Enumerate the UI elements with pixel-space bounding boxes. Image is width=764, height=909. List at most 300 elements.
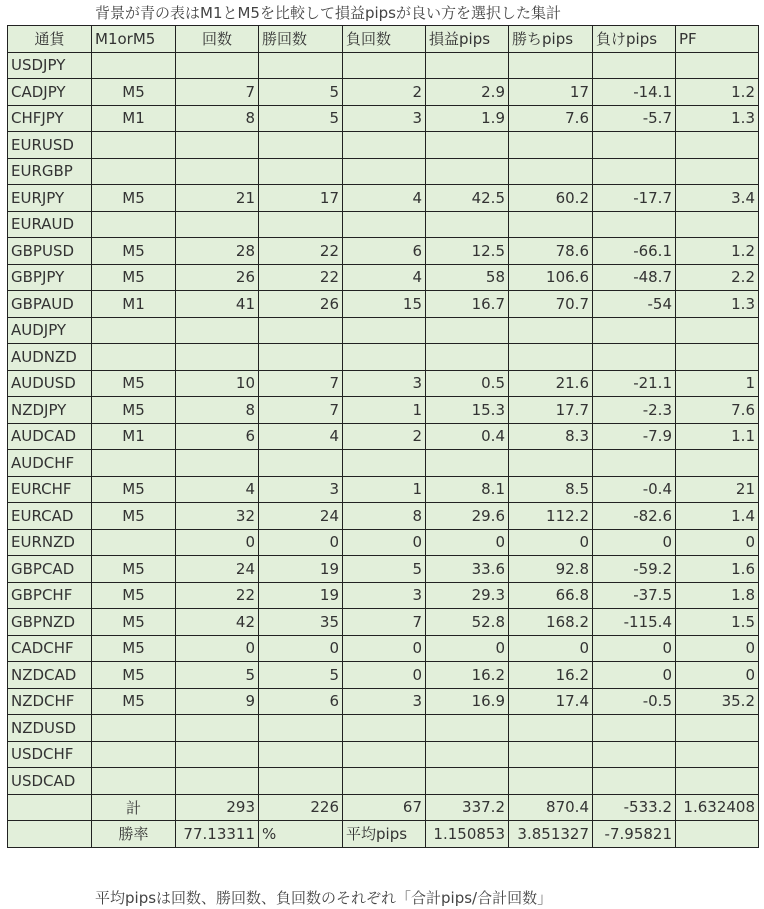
cell-timeframe [92, 132, 176, 159]
cell-currency: USDCHF [8, 741, 92, 768]
cell-losses: 6 [343, 238, 426, 265]
cell-trades: 4 [176, 476, 259, 503]
cell-loss-pips [593, 450, 676, 477]
cell-loss-pips: -21.1 [593, 370, 676, 397]
cell-loss-pips: -54 [593, 291, 676, 318]
cell-wins: 24 [259, 503, 343, 530]
cell-losses [343, 768, 426, 795]
cell-net-pips: 52.8 [426, 609, 509, 636]
cell-wins: 19 [259, 556, 343, 583]
footnote: 平均pipsは回数、勝回数、負回数のそれぞれ「合計pips/合計回数」 [95, 889, 553, 907]
cell-wins: 0 [259, 635, 343, 662]
table-row [8, 105, 759, 132]
cell-pf: 1.3 [676, 105, 759, 132]
cell-net-pips [426, 317, 509, 344]
winrate-cell-net-pips: 1.150853 [426, 821, 509, 848]
cell-wins: 19 [259, 582, 343, 609]
cell-trades: 6 [176, 423, 259, 450]
total-row [8, 794, 759, 821]
cell-timeframe: M5 [92, 397, 176, 424]
cell-net-pips [426, 211, 509, 238]
table-row [8, 185, 759, 212]
table-row [8, 317, 759, 344]
cell-losses [343, 741, 426, 768]
cell-losses [343, 715, 426, 742]
cell-timeframe: M5 [92, 556, 176, 583]
table-row [8, 370, 759, 397]
cell-win-pips: 70.7 [509, 291, 593, 318]
cell-timeframe: M5 [92, 370, 176, 397]
cell-pf [676, 768, 759, 795]
cell-currency: CADCHF [8, 635, 92, 662]
cell-win-pips: 106.6 [509, 264, 593, 291]
cell-pf: 0 [676, 662, 759, 689]
cell-currency: GBPUSD [8, 238, 92, 265]
header-pf: PF [676, 26, 759, 53]
cell-trades: 26 [176, 264, 259, 291]
cell-wins [259, 317, 343, 344]
pips-summary-table [7, 25, 759, 848]
cell-timeframe: M5 [92, 185, 176, 212]
cell-timeframe [92, 741, 176, 768]
cell-wins: 7 [259, 397, 343, 424]
table-row [8, 450, 759, 477]
winrate-cell-trades: 77.13311 [176, 821, 259, 848]
cell-net-pips: 2.9 [426, 79, 509, 106]
cell-trades: 22 [176, 582, 259, 609]
cell-loss-pips [593, 132, 676, 159]
table-row [8, 158, 759, 185]
cell-loss-pips: -0.5 [593, 688, 676, 715]
cell-pf: 0 [676, 635, 759, 662]
cell-net-pips: 8.1 [426, 476, 509, 503]
cell-net-pips [426, 741, 509, 768]
winrate-cell-loss-pips: -7.95821 [593, 821, 676, 848]
table-row [8, 741, 759, 768]
cell-currency: GBPNZD [8, 609, 92, 636]
cell-pf: 35.2 [676, 688, 759, 715]
cell-win-pips [509, 52, 593, 79]
cell-currency: AUDCHF [8, 450, 92, 477]
cell-wins: 7 [259, 370, 343, 397]
cell-wins: 6 [259, 688, 343, 715]
cell-currency: AUDUSD [8, 370, 92, 397]
cell-wins: 5 [259, 105, 343, 132]
table-row [8, 556, 759, 583]
cell-win-pips [509, 132, 593, 159]
cell-losses [343, 344, 426, 371]
cell-win-pips: 17 [509, 79, 593, 106]
table-row [8, 476, 759, 503]
cell-trades [176, 132, 259, 159]
cell-loss-pips: -2.3 [593, 397, 676, 424]
cell-win-pips: 60.2 [509, 185, 593, 212]
cell-pf [676, 52, 759, 79]
cell-currency: GBPCHF [8, 582, 92, 609]
cell-wins [259, 768, 343, 795]
cell-losses [343, 211, 426, 238]
cell-losses: 0 [343, 635, 426, 662]
cell-currency: AUDJPY [8, 317, 92, 344]
cell-loss-pips: -17.7 [593, 185, 676, 212]
cell-net-pips: 15.3 [426, 397, 509, 424]
cell-pf: 1.8 [676, 582, 759, 609]
cell-wins: 35 [259, 609, 343, 636]
cell-losses [343, 158, 426, 185]
cell-net-pips [426, 52, 509, 79]
cell-loss-pips: -82.6 [593, 503, 676, 530]
cell-win-pips [509, 768, 593, 795]
header-loss-pips: 負けpips [593, 26, 676, 53]
cell-losses: 2 [343, 79, 426, 106]
cell-trades [176, 450, 259, 477]
cell-net-pips: 16.7 [426, 291, 509, 318]
cell-timeframe: M5 [92, 582, 176, 609]
cell-net-pips: 0 [426, 529, 509, 556]
cell-net-pips: 0.4 [426, 423, 509, 450]
cell-losses: 3 [343, 688, 426, 715]
cell-losses: 15 [343, 291, 426, 318]
cell-win-pips [509, 344, 593, 371]
cell-currency: GBPAUD [8, 291, 92, 318]
cell-trades: 8 [176, 105, 259, 132]
cell-currency: NZDCAD [8, 662, 92, 689]
cell-pf [676, 317, 759, 344]
cell-win-pips: 78.6 [509, 238, 593, 265]
cell-loss-pips: 0 [593, 635, 676, 662]
cell-loss-pips: -66.1 [593, 238, 676, 265]
table-row [8, 768, 759, 795]
cell-pf [676, 715, 759, 742]
cell-wins: 5 [259, 662, 343, 689]
total-cell-losses: 67 [343, 794, 426, 821]
cell-timeframe [92, 529, 176, 556]
cell-trades: 8 [176, 397, 259, 424]
cell-losses [343, 132, 426, 159]
cell-trades: 0 [176, 529, 259, 556]
cell-currency: EURGBP [8, 158, 92, 185]
cell-loss-pips: 0 [593, 529, 676, 556]
cell-win-pips: 0 [509, 635, 593, 662]
winrate-row [8, 821, 759, 848]
cell-trades: 32 [176, 503, 259, 530]
total-cell-loss-pips: -533.2 [593, 794, 676, 821]
total-cell-win-pips: 870.4 [509, 794, 593, 821]
cell-net-pips [426, 132, 509, 159]
cell-net-pips: 58 [426, 264, 509, 291]
cell-currency: USDCAD [8, 768, 92, 795]
table-row [8, 132, 759, 159]
cell-timeframe: M5 [92, 609, 176, 636]
cell-trades: 9 [176, 688, 259, 715]
cell-wins [259, 741, 343, 768]
cell-wins: 0 [259, 529, 343, 556]
cell-currency: AUDCAD [8, 423, 92, 450]
table-row [8, 635, 759, 662]
cell-losses: 4 [343, 264, 426, 291]
table-caption: 背景が青の表はM1とM5を比較して損益pipsが良い方を選択した集計 [95, 4, 561, 22]
table-row [8, 291, 759, 318]
cell-net-pips: 0.5 [426, 370, 509, 397]
table-row [8, 503, 759, 530]
cell-loss-pips: -37.5 [593, 582, 676, 609]
header-timeframe: M1orM5 [92, 26, 176, 53]
cell-losses: 1 [343, 476, 426, 503]
table-row [8, 662, 759, 689]
cell-timeframe: M1 [92, 423, 176, 450]
cell-trades [176, 715, 259, 742]
cell-net-pips [426, 158, 509, 185]
cell-pf: 1.3 [676, 291, 759, 318]
cell-currency: USDJPY [8, 52, 92, 79]
cell-wins [259, 158, 343, 185]
table-row [8, 52, 759, 79]
cell-currency: NZDCHF [8, 688, 92, 715]
header-currency: 通貨 [8, 26, 92, 53]
cell-win-pips: 0 [509, 529, 593, 556]
cell-trades: 41 [176, 291, 259, 318]
total-cell-wins: 226 [259, 794, 343, 821]
cell-trades: 10 [176, 370, 259, 397]
cell-trades [176, 741, 259, 768]
cell-loss-pips: -59.2 [593, 556, 676, 583]
cell-losses: 3 [343, 105, 426, 132]
cell-wins: 26 [259, 291, 343, 318]
cell-trades: 0 [176, 635, 259, 662]
table-row [8, 211, 759, 238]
cell-pf [676, 158, 759, 185]
header-losses: 負回数 [343, 26, 426, 53]
cell-losses [343, 450, 426, 477]
cell-timeframe [92, 344, 176, 371]
cell-wins: 22 [259, 238, 343, 265]
cell-currency: EURCHF [8, 476, 92, 503]
cell-pf [676, 344, 759, 371]
winrate-cell-wins: % [259, 821, 343, 848]
cell-pf: 1.1 [676, 423, 759, 450]
cell-timeframe: M1 [92, 291, 176, 318]
cell-loss-pips [593, 768, 676, 795]
cell-pf: 21 [676, 476, 759, 503]
table-row [8, 609, 759, 636]
cell-pf: 0 [676, 529, 759, 556]
header-wins: 勝回数 [259, 26, 343, 53]
cell-pf: 1 [676, 370, 759, 397]
cell-timeframe [92, 158, 176, 185]
cell-pf: 1.4 [676, 503, 759, 530]
cell-pf [676, 132, 759, 159]
table-row [8, 423, 759, 450]
table-row [8, 397, 759, 424]
winrate-cell-win-pips: 3.851327 [509, 821, 593, 848]
cell-currency: GBPJPY [8, 264, 92, 291]
cell-net-pips [426, 450, 509, 477]
cell-pf [676, 741, 759, 768]
cell-pf: 1.2 [676, 238, 759, 265]
cell-loss-pips [593, 715, 676, 742]
table-row [8, 344, 759, 371]
cell-timeframe: M5 [92, 688, 176, 715]
cell-pf: 1.2 [676, 79, 759, 106]
cell-win-pips [509, 450, 593, 477]
cell-loss-pips [593, 52, 676, 79]
cell-losses: 3 [343, 370, 426, 397]
cell-net-pips: 12.5 [426, 238, 509, 265]
cell-trades: 7 [176, 79, 259, 106]
cell-loss-pips: 0 [593, 662, 676, 689]
cell-losses: 0 [343, 529, 426, 556]
cell-trades: 5 [176, 662, 259, 689]
cell-trades: 21 [176, 185, 259, 212]
cell-currency: EURCAD [8, 503, 92, 530]
cell-trades [176, 52, 259, 79]
table-row [8, 529, 759, 556]
total-cell-trades: 293 [176, 794, 259, 821]
table-row [8, 264, 759, 291]
cell-wins: 17 [259, 185, 343, 212]
cell-pf: 1.5 [676, 609, 759, 636]
cell-loss-pips: -0.4 [593, 476, 676, 503]
cell-currency: NZDJPY [8, 397, 92, 424]
cell-currency: EURUSD [8, 132, 92, 159]
header-row [8, 26, 759, 53]
cell-timeframe [92, 211, 176, 238]
cell-losses [343, 52, 426, 79]
cell-pf: 1.6 [676, 556, 759, 583]
cell-currency: EURAUD [8, 211, 92, 238]
cell-timeframe [92, 450, 176, 477]
cell-net-pips: 29.3 [426, 582, 509, 609]
cell-timeframe: M5 [92, 238, 176, 265]
cell-timeframe [92, 317, 176, 344]
winrate-cell-pf [676, 821, 759, 848]
cell-win-pips: 66.8 [509, 582, 593, 609]
cell-trades [176, 317, 259, 344]
cell-win-pips: 8.3 [509, 423, 593, 450]
cell-pf [676, 211, 759, 238]
cell-timeframe: M5 [92, 635, 176, 662]
cell-currency: EURNZD [8, 529, 92, 556]
cell-win-pips: 112.2 [509, 503, 593, 530]
total-cell-timeframe: 計 [92, 794, 176, 821]
header-trades: 回数 [176, 26, 259, 53]
cell-wins [259, 52, 343, 79]
cell-loss-pips: -115.4 [593, 609, 676, 636]
cell-net-pips: 33.6 [426, 556, 509, 583]
cell-losses: 1 [343, 397, 426, 424]
table-row [8, 79, 759, 106]
cell-trades [176, 211, 259, 238]
cell-loss-pips: -7.9 [593, 423, 676, 450]
cell-win-pips: 168.2 [509, 609, 593, 636]
cell-timeframe: M5 [92, 264, 176, 291]
cell-wins [259, 132, 343, 159]
cell-wins [259, 450, 343, 477]
cell-win-pips: 92.8 [509, 556, 593, 583]
cell-net-pips: 16.2 [426, 662, 509, 689]
cell-wins: 22 [259, 264, 343, 291]
cell-net-pips [426, 715, 509, 742]
cell-wins [259, 344, 343, 371]
cell-net-pips: 29.6 [426, 503, 509, 530]
header-win-pips: 勝ちpips [509, 26, 593, 53]
cell-win-pips: 21.6 [509, 370, 593, 397]
table-row [8, 582, 759, 609]
cell-pf: 3.4 [676, 185, 759, 212]
cell-pf: 2.2 [676, 264, 759, 291]
cell-loss-pips [593, 344, 676, 371]
cell-trades: 24 [176, 556, 259, 583]
cell-loss-pips [593, 158, 676, 185]
cell-losses: 5 [343, 556, 426, 583]
cell-currency: GBPCAD [8, 556, 92, 583]
cell-pf: 7.6 [676, 397, 759, 424]
cell-win-pips: 16.2 [509, 662, 593, 689]
cell-wins: 4 [259, 423, 343, 450]
cell-timeframe: M5 [92, 476, 176, 503]
cell-currency: CADJPY [8, 79, 92, 106]
cell-timeframe: M5 [92, 79, 176, 106]
winrate-cell-currency [8, 821, 92, 848]
cell-wins [259, 715, 343, 742]
total-cell-currency [8, 794, 92, 821]
cell-net-pips: 1.9 [426, 105, 509, 132]
cell-net-pips: 42.5 [426, 185, 509, 212]
cell-timeframe: M5 [92, 503, 176, 530]
cell-loss-pips: -14.1 [593, 79, 676, 106]
cell-losses: 0 [343, 662, 426, 689]
cell-wins: 3 [259, 476, 343, 503]
cell-win-pips: 17.4 [509, 688, 593, 715]
cell-pf [676, 450, 759, 477]
cell-timeframe [92, 52, 176, 79]
cell-currency: EURJPY [8, 185, 92, 212]
cell-timeframe [92, 768, 176, 795]
cell-losses: 4 [343, 185, 426, 212]
total-cell-net-pips: 337.2 [426, 794, 509, 821]
cell-win-pips: 8.5 [509, 476, 593, 503]
cell-losses: 7 [343, 609, 426, 636]
cell-losses: 3 [343, 582, 426, 609]
cell-timeframe: M1 [92, 105, 176, 132]
cell-loss-pips [593, 741, 676, 768]
cell-net-pips: 0 [426, 635, 509, 662]
cell-win-pips [509, 715, 593, 742]
cell-loss-pips [593, 317, 676, 344]
cell-net-pips [426, 344, 509, 371]
cell-trades [176, 344, 259, 371]
cell-win-pips [509, 211, 593, 238]
cell-loss-pips: -5.7 [593, 105, 676, 132]
cell-trades: 28 [176, 238, 259, 265]
winrate-cell-timeframe: 勝率 [92, 821, 176, 848]
cell-losses: 2 [343, 423, 426, 450]
table-row [8, 238, 759, 265]
cell-net-pips: 16.9 [426, 688, 509, 715]
total-cell-pf: 1.632408 [676, 794, 759, 821]
cell-net-pips [426, 768, 509, 795]
table-row [8, 688, 759, 715]
cell-win-pips: 7.6 [509, 105, 593, 132]
cell-losses: 8 [343, 503, 426, 530]
cell-win-pips: 17.7 [509, 397, 593, 424]
cell-wins: 5 [259, 79, 343, 106]
cell-win-pips [509, 317, 593, 344]
cell-timeframe [92, 715, 176, 742]
cell-currency: NZDUSD [8, 715, 92, 742]
cell-losses [343, 317, 426, 344]
cell-win-pips [509, 158, 593, 185]
